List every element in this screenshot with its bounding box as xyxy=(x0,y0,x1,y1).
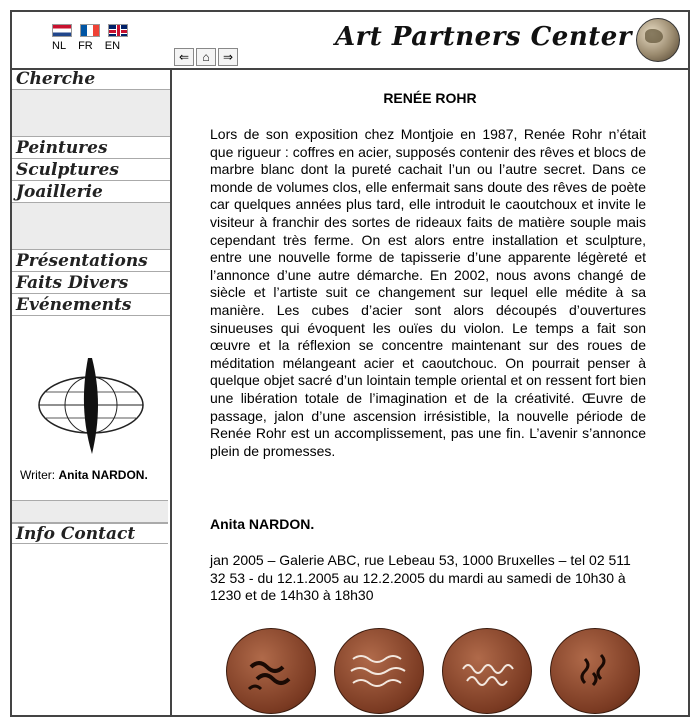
artwork-gallery xyxy=(226,628,640,714)
menu-spacer xyxy=(12,90,170,137)
flag-en-icon[interactable] xyxy=(108,24,128,37)
header xyxy=(12,12,688,70)
menu-spacer xyxy=(12,203,170,250)
sidebar-item-presentations[interactable]: Présentations xyxy=(12,250,170,272)
writer-label: Writer: xyxy=(20,468,56,482)
menu-spacer xyxy=(12,500,168,524)
writer-credit xyxy=(20,468,148,482)
sidebar-item-jewelry[interactable]: Joaillerie xyxy=(12,181,170,203)
page-frame xyxy=(10,10,690,717)
language-links xyxy=(52,40,120,52)
article-author: Anita NARDON. xyxy=(210,516,315,532)
sidebar-item-events[interactable]: Evénements xyxy=(12,294,170,316)
exhibition-info: jan 2005 – Galerie ABC, rue Lebeau 53, 1000 Bruxelles – tel 02 511 32 53 - du 12.1.2005 au 12.2.2005 du mardi au samedi de 10h30 à 1230 et de 14h30 à 18h30 xyxy=(210,552,631,604)
sidebar-item-news[interactable]: Faits Divers xyxy=(12,272,170,294)
back-button[interactable]: ⇐ xyxy=(174,48,194,66)
sidebar-item-contact[interactable]: Info Contact xyxy=(12,522,168,544)
sidebar xyxy=(12,68,172,715)
artwork-image[interactable] xyxy=(550,628,640,714)
artwork-image[interactable] xyxy=(334,628,424,714)
forward-button[interactable]: ⇒ xyxy=(218,48,238,66)
site-title: Art Partners Center xyxy=(334,22,632,52)
writer-name: Anita NARDON. xyxy=(58,468,148,482)
lang-link-nl[interactable]: NL xyxy=(52,40,67,52)
main-content xyxy=(172,68,688,715)
lang-link-fr[interactable]: FR xyxy=(78,40,93,52)
sidebar-item-sculptures[interactable]: Sculptures xyxy=(12,159,170,181)
artwork-image[interactable] xyxy=(442,628,532,714)
globe-icon xyxy=(636,18,680,62)
page-title: RENÉE ROHR xyxy=(383,90,477,106)
sidebar-item-paintings[interactable]: Peintures xyxy=(12,137,170,159)
language-flags xyxy=(52,24,128,37)
artwork-image[interactable] xyxy=(226,628,316,714)
lang-link-en[interactable]: EN xyxy=(104,40,121,52)
press-organization-logo xyxy=(26,350,156,460)
flag-nl-icon[interactable] xyxy=(52,24,72,37)
home-button[interactable]: ⌂ xyxy=(196,48,216,66)
article-body: Lors de son exposition chez Montjoie en 1987, Renée Rohr n’était que rigueur : coffres en acier, supposés contenir des rêves et blocs de marbre blanc dont la pureté cachait l’un ou l’autre secret. Dans ce monde de volumes clos, elle enfermait sans doute des rêves de poète car quelques années plus tard, elle introduit le caoutchoux et invite le visiteur à franchir des sortes de rideaux faits de matière souple mais cependant très ferme. On est alors entre installation et sculpture, entre une nouvelle forme de tapisserie d’une apparente légèreté et l’annonce d’une autre démarche. En 2002, nous avons changé de siècle et l’artiste suit ce changement sur lequel elle médite à sa manière. Les cubes d’acier sont alors découpés d’ouvertures sinueuses qui évoquent les ouïes du violon. Le temps a fait son œuvre et la réflexion se concentre maintenant sur des roues de méditation mélangeant acier et caoutchouc. On pourrait penser à quelque objet sacré d’un lointain temple oriental et on ressent fort bien une libération totale de l’imagination et de la créativité. Œuvre de passage, jalon d’une ascension irrésistible, la nouvelle période de Renée Rohr est un accomplissement, pas une fin. L’avenir s’annonce plein de promesses. xyxy=(210,126,646,459)
nav-buttons xyxy=(174,48,240,66)
sidebar-item-search[interactable]: Cherche xyxy=(12,68,170,90)
flag-fr-icon[interactable] xyxy=(80,24,100,37)
